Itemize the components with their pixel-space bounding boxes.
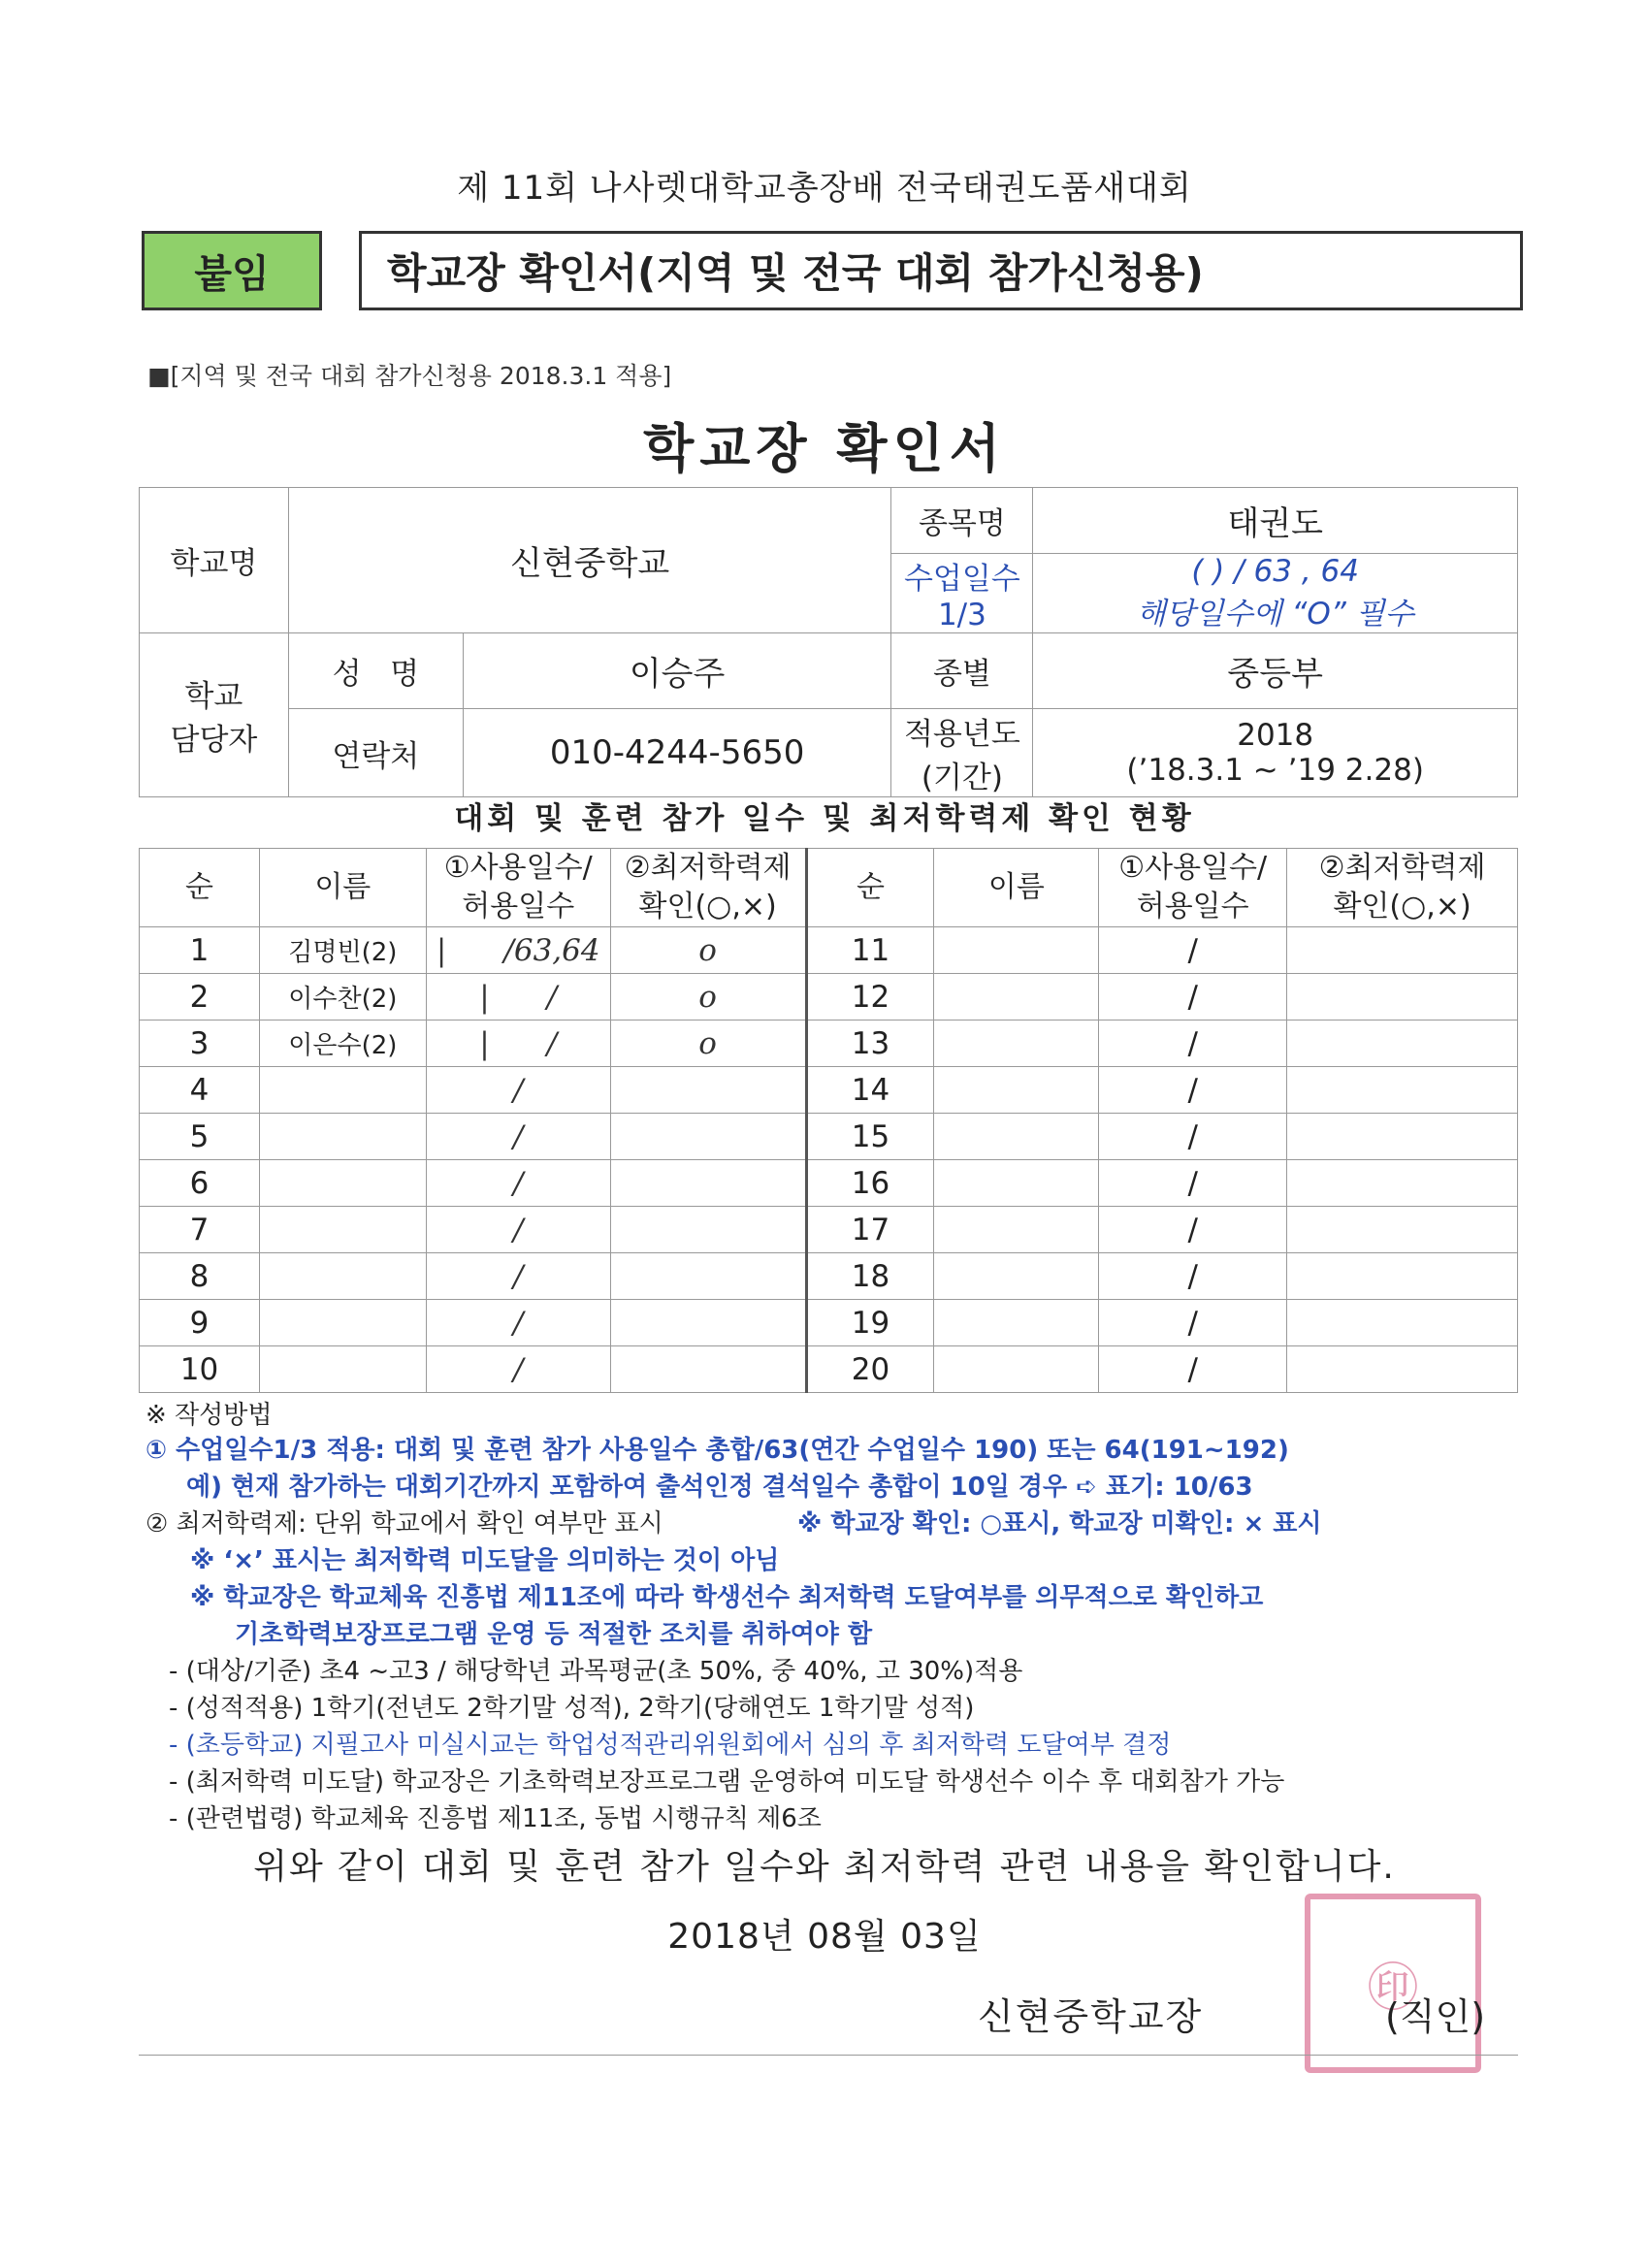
method-line-7: - (대상/기준) 초4 ~고3 / 해당학년 과목평균(초 50%, 중 40%, 고 30%)적용 [169, 1657, 1023, 1686]
year-label-2: (기간) [921, 761, 1003, 795]
class-days-label-2: 1/3 [937, 598, 986, 632]
official-seal [1305, 1894, 1481, 2073]
row-days-right: / [1099, 1300, 1287, 1346]
row-name: 이은수(2) [259, 1021, 426, 1067]
row-days: | /63,64 [426, 927, 610, 974]
division-label: 종별 [891, 633, 1033, 709]
row-no-right: 15 [806, 1114, 934, 1160]
row-no-right: 20 [806, 1346, 934, 1393]
row-check-right [1287, 1067, 1518, 1114]
manager-label-1: 학교 [184, 679, 243, 714]
row-name-right [934, 1253, 1099, 1300]
row-name-right [934, 974, 1099, 1021]
row-check-right [1287, 927, 1518, 974]
row-days: / [426, 1253, 610, 1300]
header-min-right-2: 확인(○,×) [1333, 890, 1471, 923]
row-no-right: 18 [806, 1253, 934, 1300]
bottom-rule [139, 2055, 1518, 2056]
class-days-value [1033, 554, 1518, 633]
row-check [610, 1300, 806, 1346]
table-row [140, 1160, 1518, 1207]
row-check: o [610, 1021, 806, 1067]
method-line-5: ※ 학교장은 학교체육 진흥법 제11조에 따라 학생선수 최저학력 도달여부를 의무적으로 확인하고 [190, 1583, 1264, 1612]
row-name [259, 1160, 426, 1207]
row-name [259, 1067, 426, 1114]
header-days-2: 허용일수 [462, 890, 575, 923]
row-check [610, 1114, 806, 1160]
row-check [610, 1253, 806, 1300]
row-no: 1 [140, 927, 260, 974]
class-days-value-2: 해당일수에 “O” 필수 [1136, 597, 1414, 632]
row-days: | / [426, 1021, 610, 1067]
row-no: 9 [140, 1300, 260, 1346]
row-check [610, 1207, 806, 1253]
header-days-right-1: ①사용일수/ [1118, 851, 1268, 885]
method-line-10: - (최저학력 미도달) 학교장은 기초학력보장프로그램 운영하여 미도달 학생선수 이수 후 대회참가 가능 [169, 1767, 1285, 1797]
method-line-11: - (관련법령) 학교체육 진흥법 제11조, 동법 시행규칙 제6조 [169, 1804, 822, 1833]
row-no: 4 [140, 1067, 260, 1114]
confirmation-statement: 위와 같이 대회 및 훈련 참가 일수와 최저학력 관련 내용을 확인합니다. [253, 1847, 1396, 1887]
row-check-right [1287, 974, 1518, 1021]
row-days: / [426, 1300, 610, 1346]
contact-value: 010-4244-5650 [463, 709, 891, 797]
method-line-2: 예) 현재 참가하는 대회기간까지 포함하여 출석인정 결석일수 총합이 10일 경우 ➪ 표기: 10/63 [186, 1473, 1253, 1502]
row-no: 7 [140, 1207, 260, 1253]
table-row [140, 1021, 1518, 1067]
row-check-right [1287, 1253, 1518, 1300]
row-days: / [426, 1114, 610, 1160]
row-name-right [934, 1021, 1099, 1067]
seal-label: (직인) [1385, 1995, 1486, 2038]
row-name [259, 1114, 426, 1160]
header-min-2: 확인(○,×) [638, 890, 777, 923]
header-no-right: 순 [806, 849, 934, 927]
table-row [140, 1253, 1518, 1300]
row-days-right: / [1099, 1114, 1287, 1160]
row-days: / [426, 1067, 610, 1114]
row-days-right: / [1099, 1160, 1287, 1207]
row-no: 10 [140, 1346, 260, 1393]
class-days-label [891, 554, 1033, 633]
row-days: / [426, 1346, 610, 1393]
row-name-right [934, 1114, 1099, 1160]
row-days-right: / [1099, 1067, 1287, 1114]
row-no: 8 [140, 1253, 260, 1300]
row-check-right [1287, 1160, 1518, 1207]
row-name [259, 1300, 426, 1346]
header-min-right-1: ②최저학력제 [1318, 851, 1486, 885]
row-name-right [934, 1160, 1099, 1207]
method-line-4: ※ ‘×’ 표시는 최저학력 미도달을 의미하는 것이 아님 [190, 1546, 780, 1575]
header-name-right: 이름 [934, 849, 1099, 927]
row-no-right: 19 [806, 1300, 934, 1346]
row-name: 이수찬(2) [259, 974, 426, 1021]
attachment-title: 학교장 확인서(지역 및 전국 대회 참가신청용) [359, 231, 1523, 310]
sport-label: 종목명 [891, 488, 1033, 554]
header-min [610, 849, 806, 927]
row-check-right [1287, 1207, 1518, 1253]
row-days: / [426, 1160, 610, 1207]
manager-label [140, 633, 289, 797]
row-check [610, 1346, 806, 1393]
row-check [610, 1160, 806, 1207]
year-value-2: (’18.3.1 ~ ’19 2.28) [1126, 753, 1424, 788]
table-row [140, 1300, 1518, 1346]
contact-label: 연락처 [288, 709, 463, 797]
row-days-right: / [1099, 927, 1287, 974]
header-no: 순 [140, 849, 260, 927]
row-check [610, 1067, 806, 1114]
row-name-right [934, 1346, 1099, 1393]
method-title: ※ 작성방법 [146, 1401, 273, 1430]
row-days-right: / [1099, 1253, 1287, 1300]
row-no-right: 11 [806, 927, 934, 974]
name-value: 이승주 [463, 633, 891, 709]
row-days: | / [426, 974, 610, 1021]
year-label [891, 709, 1033, 797]
table-row [140, 1114, 1518, 1160]
table-row [140, 1067, 1518, 1114]
method-line-9: - (초등학교) 지필고사 미실시교는 학업성적관리위원회에서 심의 후 최저학력 도달여부 결정 [169, 1731, 1172, 1760]
row-name-right [934, 1300, 1099, 1346]
sport-value: 태권도 [1033, 488, 1518, 554]
attachment-badge: 붙임 [142, 231, 322, 310]
header-min-right [1287, 849, 1518, 927]
document-title: 학교장 확인서 [643, 418, 1006, 479]
row-no-right: 13 [806, 1021, 934, 1067]
row-days-right: / [1099, 1207, 1287, 1253]
manager-label-2: 담당자 [170, 723, 258, 758]
row-no-right: 16 [806, 1160, 934, 1207]
row-no-right: 12 [806, 974, 934, 1021]
method-line-8: - (성적적용) 1학기(전년도 2학기말 성적), 2학기(당해연도 1학기말 성적) [169, 1694, 975, 1723]
row-name-right [934, 927, 1099, 974]
year-label-1: 적용년도 [903, 717, 1020, 752]
row-no: 6 [140, 1160, 260, 1207]
row-no: 3 [140, 1021, 260, 1067]
name-label: 성 명 [288, 633, 463, 709]
header-days-right [1099, 849, 1287, 927]
division-value: 중등부 [1033, 633, 1518, 709]
row-check: o [610, 974, 806, 1021]
method-line-3b: ※ 학교장 확인: ○표시, 학교장 미확인: × 표시 [797, 1509, 1322, 1539]
header-days-1: ①사용일수/ [443, 851, 593, 885]
header-days [426, 849, 610, 927]
row-no: 2 [140, 974, 260, 1021]
row-no: 5 [140, 1114, 260, 1160]
row-check: o [610, 927, 806, 974]
seal-glyph-1: ㊞ [1367, 1960, 1418, 2018]
class-days-label-1: 수업일수 [903, 562, 1020, 597]
method-line-1: ① 수업일수1/3 적용: 대회 및 훈련 참가 사용일수 총합/63(연간 수업일수 190) 또는 64(191~192) [146, 1436, 1289, 1465]
row-days-right: / [1099, 974, 1287, 1021]
table-row [140, 927, 1518, 974]
year-value [1033, 709, 1518, 797]
row-check-right [1287, 1114, 1518, 1160]
method-line-6: 기초학력보장프로그램 운영 등 적절한 조치를 취하여야 함 [235, 1620, 873, 1649]
row-check-right [1287, 1021, 1518, 1067]
school-value: 신현중학교 [288, 488, 891, 633]
row-no-right: 17 [806, 1207, 934, 1253]
method-line-3a: ② 최저학력제: 단위 학교에서 확인 여부만 표시 [146, 1509, 663, 1539]
section-title: 대회 및 훈련 참가 일수 및 최저학력제 확인 현황 [454, 801, 1195, 836]
application-note: ■[지역 및 전국 대회 참가신청용 2018.3.1 적용] [147, 362, 672, 390]
row-check-right [1287, 1300, 1518, 1346]
table-row [140, 974, 1518, 1021]
participation-table [139, 848, 1518, 1393]
issue-date: 2018년 08월 03일 [667, 1917, 982, 1957]
info-table [139, 487, 1518, 797]
row-name [259, 1253, 426, 1300]
header-days-right-2: 허용일수 [1136, 890, 1249, 923]
header-min-1: ②최저학력제 [624, 851, 792, 885]
row-no-right: 14 [806, 1067, 934, 1114]
header-name: 이름 [259, 849, 426, 927]
row-check-right [1287, 1346, 1518, 1393]
row-name-right [934, 1207, 1099, 1253]
year-value-1: 2018 [1237, 718, 1314, 753]
row-days-right: / [1099, 1021, 1287, 1067]
row-name [259, 1207, 426, 1253]
school-label: 학교명 [140, 488, 289, 633]
class-days-value-1: ( ) / 63 , 64 [1191, 554, 1359, 589]
row-name-right [934, 1067, 1099, 1114]
table-row [140, 1346, 1518, 1393]
competition-title: 제 11회 나사렛대학교총장배 전국태권도품새대회 [457, 169, 1192, 208]
row-name: 김명빈(2) [259, 927, 426, 974]
row-days-right: / [1099, 1346, 1287, 1393]
row-name [259, 1346, 426, 1393]
principal-title: 신현중학교장 [978, 1995, 1204, 2038]
table-row [140, 1207, 1518, 1253]
row-days: / [426, 1207, 610, 1253]
